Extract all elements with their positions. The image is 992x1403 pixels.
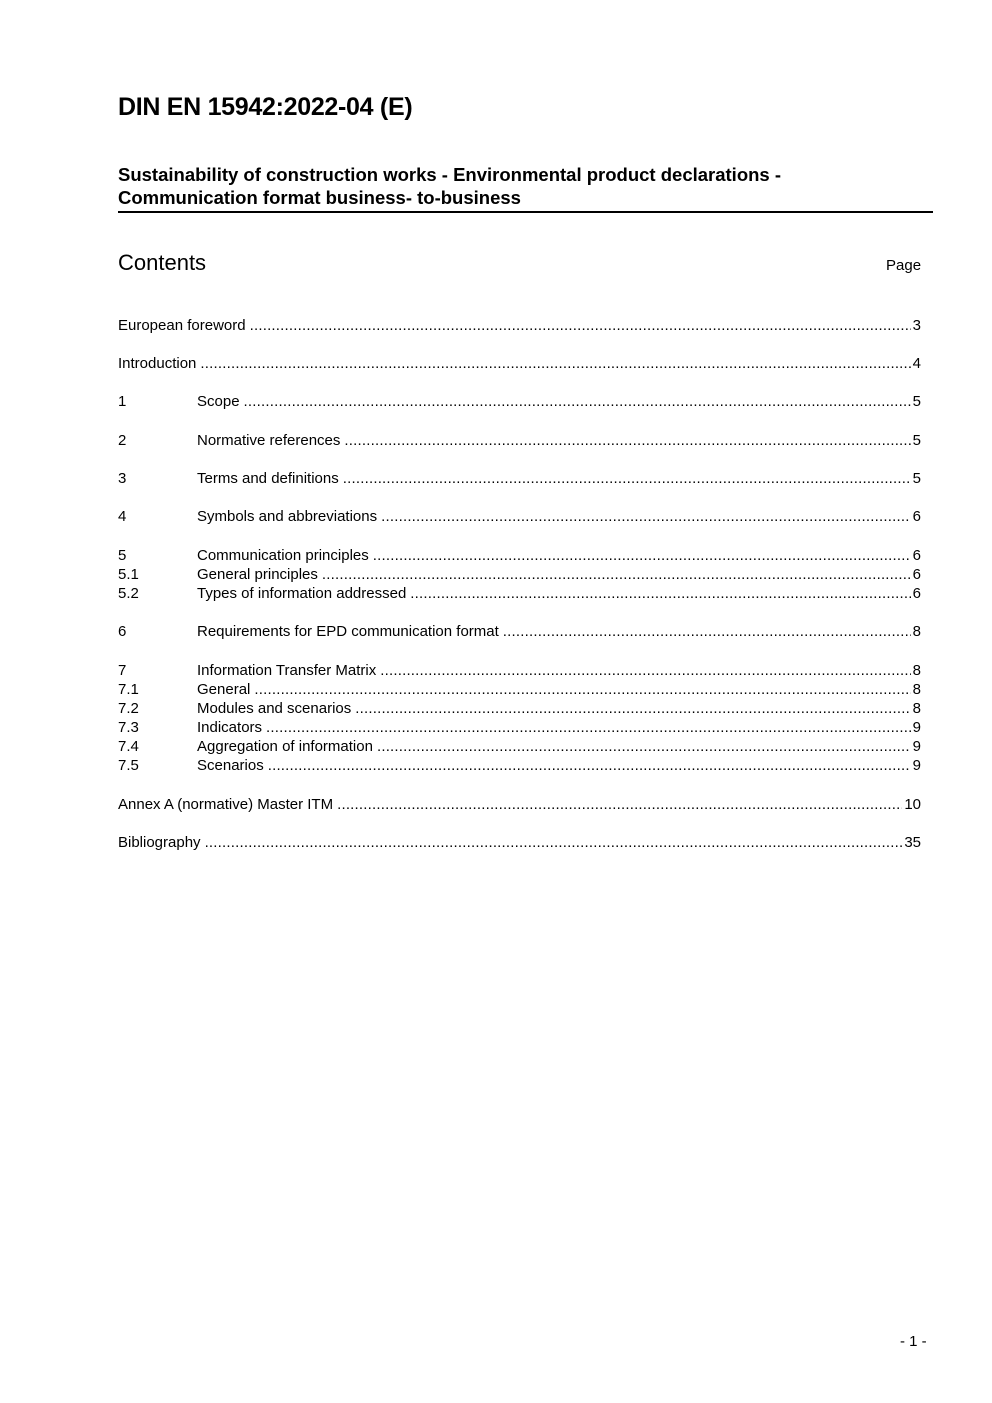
toc-entry-scenarios[interactable] bbox=[118, 756, 921, 775]
toc-entry-page: 8 bbox=[912, 681, 921, 698]
toc-entry-number: 3 bbox=[118, 470, 127, 487]
toc-entry-page: 9 bbox=[912, 757, 921, 774]
toc-entry-page: 9 bbox=[912, 719, 921, 736]
document-title: DIN EN 15942:2022-04 (E) bbox=[118, 93, 413, 121]
toc-entry-page: 8 bbox=[912, 623, 921, 640]
toc-entry-page: 35 bbox=[904, 834, 921, 851]
toc-entry-number: 6 bbox=[118, 623, 127, 640]
toc-entry-page: 4 bbox=[912, 355, 921, 372]
toc-entry-communication-principles[interactable] bbox=[118, 546, 921, 565]
page-column-heading: Page bbox=[886, 257, 922, 274]
toc-entry-page: 5 bbox=[912, 393, 921, 410]
toc-entry-general[interactable] bbox=[118, 680, 921, 699]
toc-entry-european-foreword[interactable] bbox=[118, 316, 921, 335]
toc-entry-scope[interactable] bbox=[118, 392, 921, 411]
toc-entry-title: General bbox=[197, 681, 251, 698]
toc-leader-dots bbox=[344, 431, 910, 450]
toc-leader-dots bbox=[244, 392, 911, 411]
toc-leader-dots bbox=[380, 661, 910, 680]
toc-leader-dots bbox=[343, 469, 911, 488]
toc-entry-annex-a[interactable] bbox=[118, 795, 921, 814]
toc-entry-number: 7.5 bbox=[118, 757, 139, 774]
toc-entry-page: 10 bbox=[904, 796, 921, 813]
toc-entry-page: 3 bbox=[912, 317, 921, 334]
toc-entry-page: 5 bbox=[912, 432, 921, 449]
toc-entry-page: 5 bbox=[912, 470, 921, 487]
toc-entry-title: Scope bbox=[197, 393, 240, 410]
toc-entry-number: 4 bbox=[118, 508, 127, 525]
toc-entry-page: 6 bbox=[912, 566, 921, 583]
toc-entry-page: 6 bbox=[912, 585, 921, 602]
toc-leader-dots bbox=[381, 507, 911, 526]
toc-entry-number: 7 bbox=[118, 662, 127, 679]
toc-entry-bibliography[interactable] bbox=[118, 833, 921, 852]
toc-entry-title: Symbols and abbreviations bbox=[197, 508, 378, 525]
toc-entry-page: 6 bbox=[912, 508, 921, 525]
toc-entry-page: 8 bbox=[912, 662, 921, 679]
toc-entry-page: 6 bbox=[912, 547, 921, 564]
toc-leader-dots bbox=[254, 680, 910, 699]
toc-entry-title: Aggregation of information bbox=[197, 738, 373, 755]
toc-entry-normative-references[interactable] bbox=[118, 431, 921, 450]
toc-entry-number: 5 bbox=[118, 547, 127, 564]
toc-entry-requirements-epd-format[interactable] bbox=[118, 622, 921, 641]
toc-leader-dots bbox=[250, 316, 911, 335]
toc-entry-title: Terms and definitions bbox=[197, 470, 339, 487]
toc-entry-types-of-information[interactable] bbox=[118, 584, 921, 603]
toc-entry-number: 2 bbox=[118, 432, 127, 449]
toc-leader-dots bbox=[322, 565, 911, 584]
toc-entry-title: Communication principles bbox=[197, 547, 369, 564]
toc-entry-title: Bibliography bbox=[118, 834, 201, 851]
subtitle-line-1: Sustainability of construction works - Environmental product declarations - bbox=[118, 164, 782, 185]
toc-entry-title: European foreword bbox=[118, 317, 246, 334]
subtitle-line-2: Communication format business- to-business bbox=[118, 187, 521, 208]
toc-entry-page: 9 bbox=[912, 738, 921, 755]
toc-entry-number: 5.1 bbox=[118, 566, 139, 583]
toc-entry-symbols-and-abbreviations[interactable] bbox=[118, 507, 921, 526]
toc-entry-modules-and-scenarios[interactable] bbox=[118, 699, 921, 718]
document-subtitle bbox=[118, 163, 933, 213]
toc-entry-page: 8 bbox=[912, 700, 921, 717]
toc-entry-title: Modules and scenarios bbox=[197, 700, 352, 717]
toc-entry-general-principles[interactable] bbox=[118, 565, 921, 584]
toc-leader-dots bbox=[410, 584, 910, 603]
footer-page-number: - 1 - bbox=[900, 1333, 927, 1350]
toc-entry-title: Indicators bbox=[197, 719, 263, 736]
toc-leader-dots bbox=[337, 795, 902, 814]
toc-entry-information-transfer-matrix[interactable] bbox=[118, 661, 921, 680]
toc-entry-title: General principles bbox=[197, 566, 318, 583]
toc-entry-number: 1 bbox=[118, 393, 127, 410]
toc-entry-terms-and-definitions[interactable] bbox=[118, 469, 921, 488]
toc-entry-introduction[interactable] bbox=[118, 354, 921, 373]
toc-leader-dots bbox=[373, 546, 911, 565]
toc-entry-number: 7.1 bbox=[118, 681, 139, 698]
toc-leader-dots bbox=[377, 737, 911, 756]
toc-entry-title: Information Transfer Matrix bbox=[197, 662, 377, 679]
toc-leader-dots bbox=[205, 833, 903, 852]
toc-leader-dots bbox=[355, 699, 910, 718]
toc-entry-indicators[interactable] bbox=[118, 718, 921, 737]
toc-entry-title: Scenarios bbox=[197, 757, 264, 774]
toc-entry-title: Introduction bbox=[118, 355, 197, 372]
toc-leader-dots bbox=[503, 622, 911, 641]
toc-entry-number: 5.2 bbox=[118, 585, 139, 602]
toc-entry-number: 7.3 bbox=[118, 719, 139, 736]
contents-heading: Contents bbox=[118, 250, 207, 275]
toc-entry-title: Requirements for EPD communication format bbox=[197, 623, 499, 640]
toc-leader-dots bbox=[268, 756, 911, 775]
toc-leader-dots bbox=[200, 354, 910, 373]
toc-entry-title: Types of information addressed bbox=[197, 585, 407, 602]
toc-leader-dots bbox=[266, 718, 911, 737]
toc-entry-title: Normative references bbox=[197, 432, 341, 449]
toc-entry-aggregation-of-information[interactable] bbox=[118, 737, 921, 756]
toc-entry-title: Annex A (normative) Master ITM bbox=[118, 796, 334, 813]
toc-entry-number: 7.4 bbox=[118, 738, 139, 755]
toc-entry-number: 7.2 bbox=[118, 700, 139, 717]
